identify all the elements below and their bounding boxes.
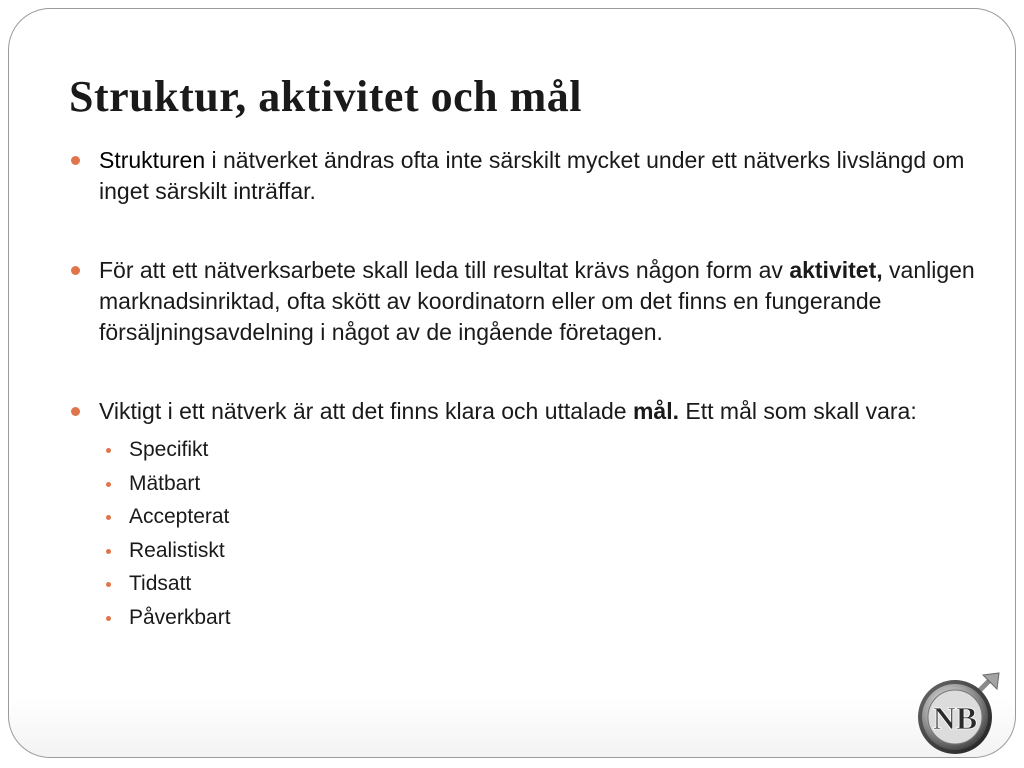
nb-logo-icon xyxy=(915,669,1007,757)
bullet-text-post: Ett mål som skall vara: xyxy=(679,398,917,424)
logo-text: NB xyxy=(932,700,978,736)
list-item xyxy=(99,433,979,467)
list-item-label: Tidsatt xyxy=(129,572,192,595)
bullet-text: i nätverket ändras ofta inte särskilt mycket under ett nätverks livslängd om inget särskilt inträffar. xyxy=(99,147,965,204)
list-item xyxy=(99,534,979,568)
bullet-text-pre: För att ett nätverksarbete skall leda till resultat krävs någon form av xyxy=(99,257,790,283)
bullet-text-post: vanligen marknadsinriktad, ofta skött av koordinatorn eller om det finns en fungerande försäljningsavdelning i något av de ingående företagen. xyxy=(99,257,975,345)
list-item xyxy=(99,467,979,501)
list-item xyxy=(99,601,979,635)
goal-criteria-list xyxy=(69,433,979,634)
list-item xyxy=(99,500,979,534)
bullet-structure xyxy=(69,145,979,207)
list-item xyxy=(99,567,979,601)
slide-frame xyxy=(8,8,1016,758)
bullet-lead: Strukturen xyxy=(99,147,206,173)
list-item-label: Accepterat xyxy=(129,505,230,528)
slide-content xyxy=(69,145,979,634)
bullet-bold: aktivitet, xyxy=(789,257,883,283)
slide-title: Struktur, aktivitet och mål xyxy=(69,72,582,121)
sub-bullet-dot-icon xyxy=(106,549,111,554)
sub-bullet-dot-icon xyxy=(106,515,111,520)
sub-bullet-dot-icon xyxy=(106,448,111,453)
list-item-label: Realistiskt xyxy=(129,538,225,562)
bullet-text-pre: Viktigt i ett nätverk är att det finns klara och uttalade xyxy=(99,398,633,424)
bullet-bold: mål. xyxy=(632,398,680,424)
bullet-dot-icon xyxy=(71,266,80,275)
bullet-goals xyxy=(69,396,979,427)
list-item-label: Mätbart xyxy=(129,471,201,495)
bullet-dot-icon xyxy=(71,407,80,416)
bullet-activity xyxy=(69,255,979,348)
bullet-dot-icon xyxy=(71,156,80,165)
sub-bullet-dot-icon xyxy=(106,482,111,487)
sub-bullet-dot-icon xyxy=(106,616,111,621)
list-item-label: Specifikt xyxy=(129,438,209,461)
list-item-label: Påverkbart xyxy=(129,605,231,629)
sub-bullet-dot-icon xyxy=(106,582,111,587)
